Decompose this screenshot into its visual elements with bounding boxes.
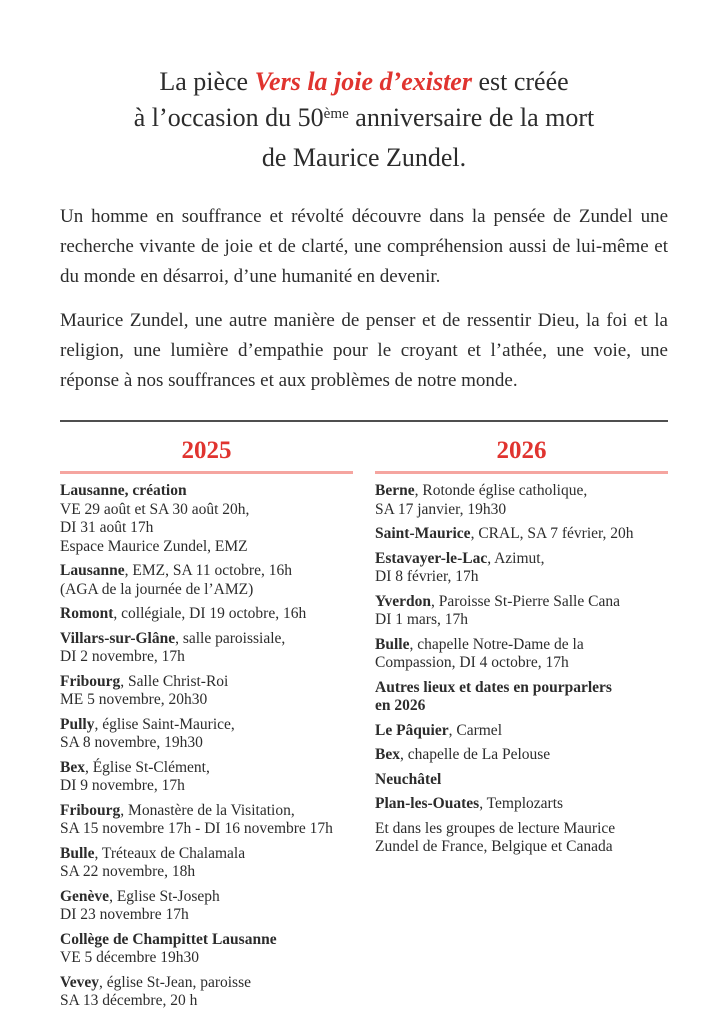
- venue-details: VE 29 août et SA 30 août 20h,: [60, 500, 250, 518]
- venue-name: Bex: [60, 758, 85, 776]
- entry-line: [60, 519, 353, 538]
- venue-name: Saint-Maurice: [375, 525, 471, 542]
- venue-name: Lausanne, création: [60, 482, 187, 499]
- venue-details: , EMZ, SA 11 octobre, 16h: [124, 562, 292, 579]
- entry-line: [60, 538, 353, 557]
- entry-line: [60, 931, 353, 950]
- venue-details: DI 1 mars, 17h: [375, 611, 468, 628]
- schedule-entry: [60, 673, 353, 710]
- entry-line: [60, 734, 353, 753]
- schedule-entry: [60, 605, 353, 624]
- title-text: anniversaire de la mort: [348, 103, 595, 132]
- schedule-entry: [60, 562, 353, 599]
- venue-name: Yverdon: [375, 592, 431, 610]
- schedule-entry: [60, 845, 353, 882]
- entry-line: [60, 863, 353, 882]
- play-title-accent: Vers la joie d’exister: [254, 67, 472, 96]
- schedule-entry: [60, 888, 353, 925]
- schedule-entry: [375, 746, 668, 765]
- venue-details: SA 22 novembre, 18h: [60, 863, 196, 880]
- title-line: [60, 100, 668, 140]
- schedule-columns: [60, 438, 668, 1017]
- title-text: La pièce: [159, 67, 255, 96]
- schedule-entry: [60, 931, 353, 968]
- entry-line: [60, 820, 353, 839]
- title-line: [60, 64, 668, 100]
- entry-line: [375, 568, 668, 587]
- venue-details: DI 8 février, 17h: [375, 568, 479, 585]
- venue-details: Zundel de France, Belgique et Canada: [375, 838, 613, 855]
- entry-line: [60, 716, 353, 735]
- entry-line: [60, 845, 353, 864]
- entry-line: [375, 525, 668, 544]
- venue-details: DI 9 novembre, 17h: [60, 777, 185, 794]
- venue-details: , Salle Christ-Roi: [120, 672, 229, 690]
- venue-name: en 2026: [375, 697, 426, 714]
- schedule-entry: [60, 716, 353, 753]
- schedule-entry: [375, 795, 668, 814]
- title-text: de Maurice Zundel.: [261, 143, 467, 172]
- schedule-entry: [375, 679, 668, 716]
- title-text: est créée: [471, 67, 569, 96]
- entry-line: [60, 992, 353, 1011]
- entry-line: [375, 550, 668, 569]
- entry-line: [60, 630, 353, 649]
- venue-name: Collège de Champittet Lausanne: [60, 930, 277, 948]
- venue-details: , Tréteaux de Chalamala: [94, 844, 246, 862]
- entry-line: [60, 581, 353, 600]
- entry-line: [60, 777, 353, 796]
- entry-line: [60, 759, 353, 778]
- page-title: [60, 64, 668, 176]
- venue-details: Compassion, DI 4 octobre, 17h: [375, 654, 569, 671]
- entry-line: [60, 802, 353, 821]
- schedule-entry: [60, 482, 353, 556]
- venue-name: Villars-sur-Glâne: [60, 629, 176, 647]
- venue-details: , chapelle de La Pelouse: [399, 746, 551, 763]
- venue-details: , Église St-Clément,: [84, 758, 210, 776]
- schedule-column-2025: [60, 438, 353, 1017]
- venue-details: , chapelle Notre-Dame de la: [409, 635, 584, 653]
- venue-name: Pully: [60, 715, 95, 733]
- venue-name: Neuchâtel: [375, 770, 442, 788]
- venue-name: Genève: [60, 887, 110, 905]
- entry-line: [60, 906, 353, 925]
- year-underline: [375, 471, 668, 474]
- venue-details: SA 8 novembre, 19h30: [60, 734, 203, 751]
- entry-line: [375, 838, 668, 857]
- entry-line: [60, 605, 353, 624]
- intro-section: [60, 202, 668, 396]
- schedule-entry: [375, 550, 668, 587]
- venue-details: VE 5 décembre 19h30: [60, 949, 200, 966]
- venue-name: Berne: [375, 482, 415, 499]
- venue-details: DI 31 août 17h: [60, 519, 154, 536]
- venue-name: Bulle: [375, 635, 410, 653]
- venue-name: Fribourg: [60, 672, 121, 690]
- venue-name: Lausanne: [60, 562, 125, 579]
- entry-line: [60, 482, 353, 501]
- venue-name: Fribourg: [60, 801, 121, 819]
- entry-line: [60, 648, 353, 667]
- venue-details: , Carmel: [448, 721, 502, 739]
- venue-details: DI 2 novembre, 17h: [60, 648, 185, 665]
- entry-line: [375, 501, 668, 520]
- venue-name: Vevey: [60, 973, 100, 991]
- entry-line: [60, 501, 353, 520]
- venue-details: Espace Maurice Zundel, EMZ: [60, 537, 248, 555]
- venue-name: Romont: [60, 605, 114, 622]
- schedule-entry: [60, 974, 353, 1011]
- venue-details: (AGA de la journée de l’AMZ): [60, 580, 254, 598]
- venue-details: , Eglise St-Joseph: [109, 887, 220, 905]
- schedule-entry: [60, 759, 353, 796]
- entry-line: [375, 771, 668, 790]
- year-underline: [60, 471, 353, 474]
- venue-details: , Rotonde église catholique,: [414, 482, 588, 499]
- entry-line: [375, 636, 668, 655]
- venue-details: SA 15 novembre 17h - DI 16 novembre 17h: [60, 820, 333, 837]
- entry-line: [375, 795, 668, 814]
- entry-line: [375, 611, 668, 630]
- venue-details: , Paroisse St-Pierre Salle Cana: [430, 592, 620, 610]
- venue-details: , église St-Jean, paroisse: [99, 973, 251, 991]
- entry-line: [375, 654, 668, 673]
- ordinal-superscript: ème: [323, 105, 349, 122]
- entry-line: [375, 722, 668, 741]
- venue-details: DI 23 novembre 17h: [60, 906, 189, 923]
- schedule-entry: [375, 636, 668, 673]
- entry-line: [60, 691, 353, 710]
- venue-details: , Azimut,: [487, 549, 545, 567]
- title-text: à l’occasion du 50: [133, 103, 324, 132]
- venue-details: ME 5 novembre, 20h30: [60, 691, 208, 708]
- entry-line: [375, 746, 668, 765]
- venue-details: , église Saint-Maurice,: [94, 715, 235, 733]
- venue-name: Autres lieux et dates en pourparlers: [375, 678, 612, 696]
- schedule-entry: [375, 525, 668, 544]
- venue-details: , CRAL, SA 7 février, 20h: [470, 525, 634, 542]
- year-heading: 2025: [181, 437, 232, 464]
- entry-line: [60, 974, 353, 993]
- entry-line: [375, 593, 668, 612]
- entry-line: [60, 562, 353, 581]
- entry-line: [375, 482, 668, 501]
- schedule-entry: [375, 771, 668, 790]
- venue-name: Plan-les-Ouates: [375, 795, 480, 812]
- venue-details: Et dans les groupes de lecture Maurice: [375, 819, 616, 837]
- venue-name: Bex: [375, 746, 400, 763]
- entry-line: [60, 888, 353, 907]
- schedule-entry: [60, 802, 353, 839]
- intro-paragraph-2: Maurice Zundel, une autre manière de penser et de ressentir Dieu, la foi et la religion, une lumière d’empathie pour le croyant et l’athée, une voie, une réponse à nos souffrances et aux problèmes de notre monde.: [60, 310, 668, 391]
- entry-line: [375, 697, 668, 716]
- venue-details: , Monastère de la Visitation,: [120, 801, 295, 819]
- venue-details: , salle paroissiale,: [175, 629, 286, 647]
- schedule-column-2026: [375, 438, 668, 1017]
- schedule-entry: [375, 722, 668, 741]
- schedule-entry: [60, 630, 353, 667]
- entry-line: [375, 679, 668, 698]
- entry-line: [60, 949, 353, 968]
- schedule-entry: [375, 820, 668, 857]
- venue-details: , collégiale, DI 19 octobre, 16h: [113, 605, 307, 622]
- title-line: [60, 140, 668, 176]
- intro-paragraph-1: Un homme en souffrance et révolté découvre dans la pensée de Zundel une recherche vivante de joie et de clarté, une compréhension aussi de lui-même et du monde en désarroi, d’une humanité en devenir.: [60, 206, 668, 287]
- venue-name: Bulle: [60, 844, 95, 862]
- schedule-entry: [375, 593, 668, 630]
- entry-line: [375, 820, 668, 839]
- schedule-entry: [375, 482, 668, 519]
- year-heading: 2026: [496, 437, 547, 464]
- entry-line: [60, 673, 353, 692]
- venue-details: , Templozarts: [479, 795, 564, 812]
- venue-name: Estavayer-le-Lac: [375, 549, 488, 567]
- section-divider: [60, 420, 668, 422]
- venue-name: Le Pâquier: [375, 721, 449, 739]
- venue-details: SA 17 janvier, 19h30: [375, 500, 507, 518]
- venue-details: SA 13 décembre, 20 h: [60, 992, 198, 1009]
